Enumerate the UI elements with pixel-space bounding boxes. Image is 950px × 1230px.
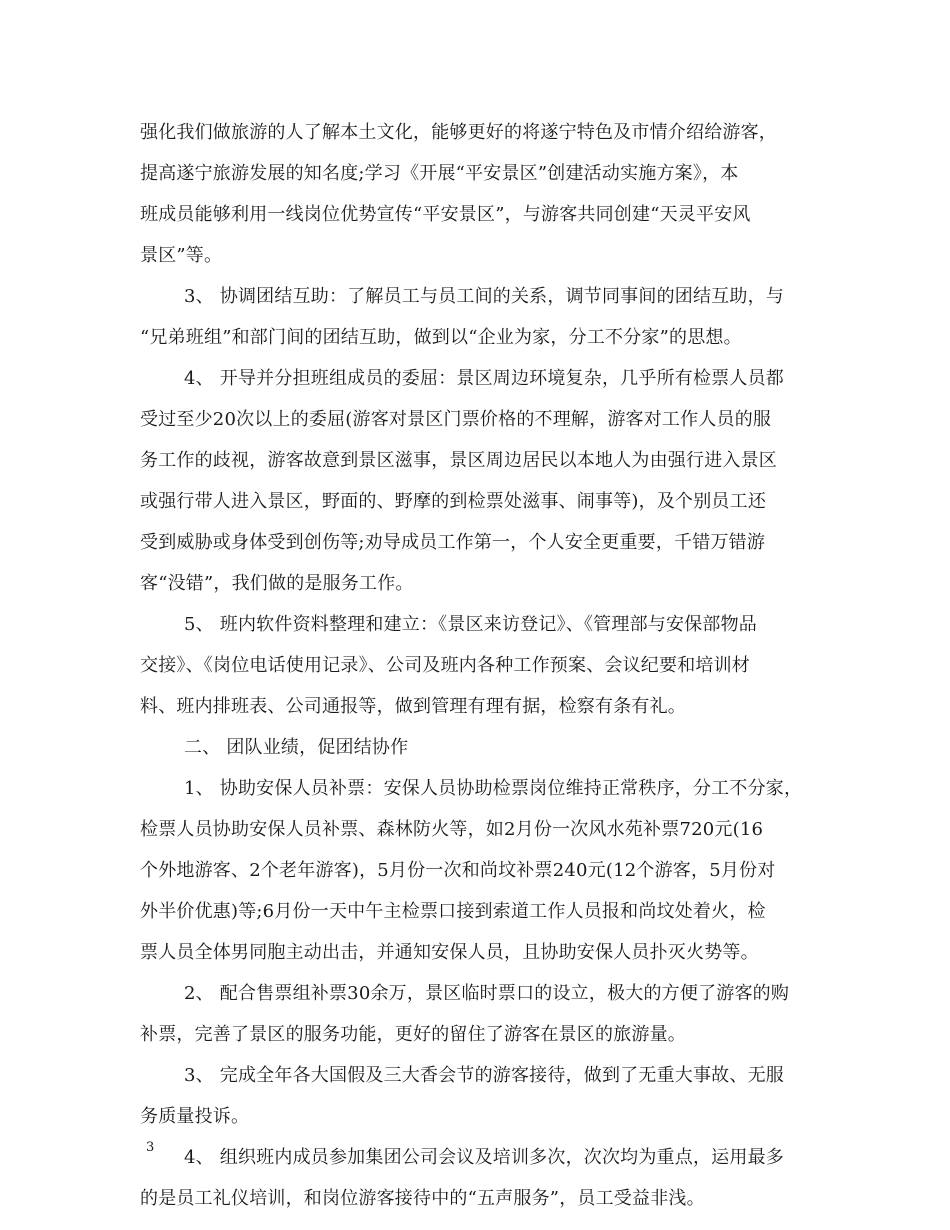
paragraph-start-line: 4、 组织班内成员参加集团公司会议及培训多次，次次均为重点，运用最多 xyxy=(184,1147,784,1168)
text-line: 的是员工礼仪培训，和岗位游客接待中的“五声服务”，员工受益非浅。 xyxy=(140,1188,705,1209)
text-line: 务质量投诉。 xyxy=(140,1106,250,1127)
paragraph-start-line: 5、 班内软件资料整理和建立：《景区来访登记》、《管理部与安保部物品 xyxy=(184,614,757,635)
text-line: 票人员全体男同胞主动出击，并通知安保人员，且协助安保人员扑灭火势等。 xyxy=(140,942,759,963)
page-number: 3 xyxy=(146,1140,155,1155)
text-line: 客“没错”，我们做的是服务工作。 xyxy=(140,573,414,594)
text-line: 外半价优惠)等;6月份一天中午主检票口接到索道工作人员报和尚坟处着火，检 xyxy=(140,901,766,922)
section-heading: 二、 团队业绩，促团结协作 xyxy=(184,737,409,758)
text-line: 交接》、《岗位电话使用记录》、公司及班内各种工作预案、会议纪要和培训材 xyxy=(140,655,750,676)
text-line: 个外地游客、2个老年游客)，5月份一次和尚坟补票240元(12个游客，5月份对 xyxy=(140,860,776,881)
text-line: 受过至少20次以上的委屈(游客对景区门票价格的不理解，游客对工作人员的服 xyxy=(140,409,772,430)
text-line: 料、班内排班表、公司通报等，做到管理有理有据，检察有条有礼。 xyxy=(140,696,686,717)
body-text xyxy=(140,112,820,1219)
paragraph-start-line: 3、 协调团结互助：了解员工与员工间的关系，调节同事间的团结互助，与 xyxy=(184,286,784,307)
paragraph-start-line: 2、 配合售票组补票30余万，景区临时票口的设立，极大的方便了游客的购 xyxy=(184,983,790,1004)
paragraph-start-line: 1、 协助安保人员补票：安保人员协助检票岗位维持正常秩序，分工不分家， xyxy=(184,778,803,799)
paragraph-start-line: 4、 开导并分担班组成员的委屈：景区周边环境复杂，几乎所有检票人员都 xyxy=(184,368,784,389)
text-line: “兄弟班组”和部门间的团结互助，做到以“企业为家，分工不分家”的思想。 xyxy=(140,327,742,348)
text-line: 提高遂宁旅游发展的知名度;学习《开展“平安景区”创建活动实施方案》，本 xyxy=(140,163,739,184)
text-line: 务工作的歧视，游客故意到景区滋事，景区周边居民以本地人为由强行进入景区 xyxy=(140,450,777,471)
text-line: 班成员能够利用一线岗位优势宣传“平安景区”，与游客共同创建“天灵平安风 xyxy=(140,204,751,225)
text-line: 检票人员协助安保人员补票、森林防火等，如2月份一次风水苑补票720元(16 xyxy=(140,819,764,840)
text-line: 景区”等。 xyxy=(140,245,223,266)
text-line: 强化我们做旅游的人了解本土文化，能够更好的将遂宁特色及市情介绍给游客， xyxy=(140,122,777,143)
text-line: 受到威胁或身体受到创伤等;劝导成员工作第一，个人安全更重要，千错万错游 xyxy=(140,532,766,553)
paragraph-start-line: 3、 完成全年各大国假及三大香会节的游客接待，做到了无重大事故、无服 xyxy=(184,1065,784,1086)
text-line: 补票，完善了景区的服务功能，更好的留住了游客在景区的旅游量。 xyxy=(140,1024,686,1045)
text-line: 或强行带人进入景区，野面的、野摩的到检票处滋事、闹事等)，及个别员工还 xyxy=(140,491,767,512)
